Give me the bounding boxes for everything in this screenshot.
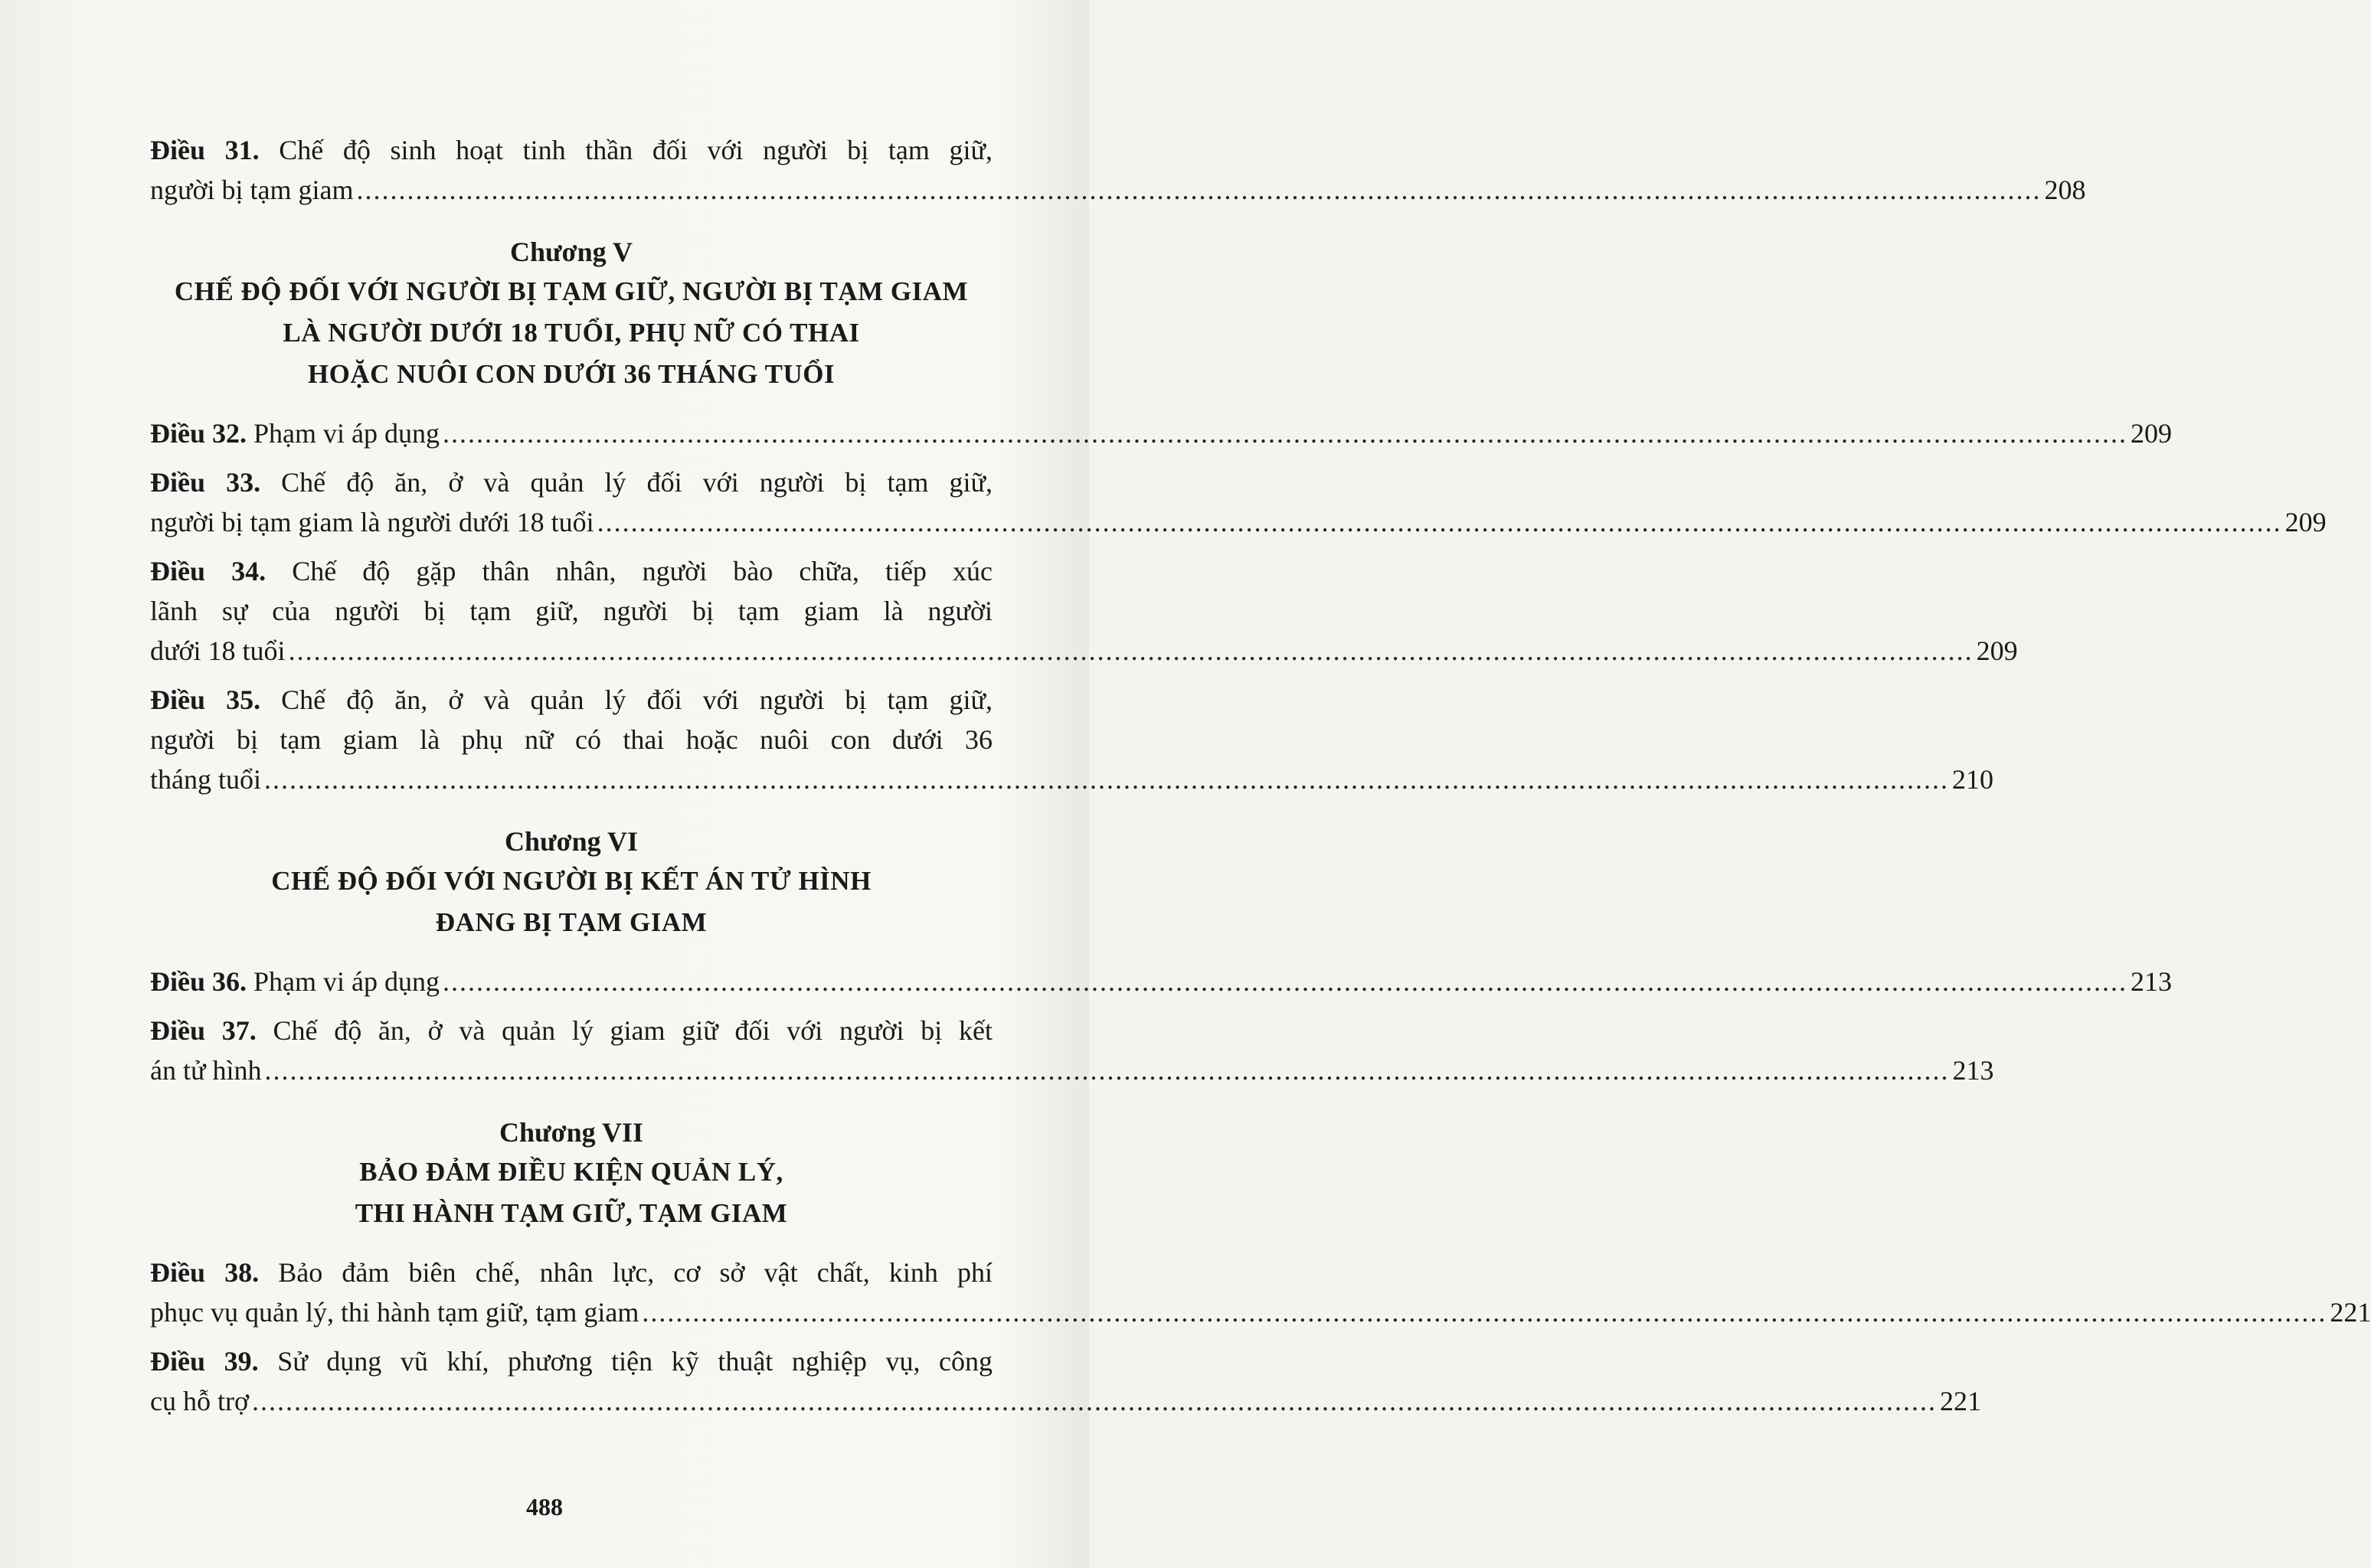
chapter-title: Chương VII	[499, 1117, 643, 1148]
article-title-line: lãnh sự của người bị tạm giữ, người bị tạm giam là người	[150, 596, 993, 626]
article-label: Điều 31.	[150, 135, 260, 165]
article-title-line: tháng tuổi	[150, 764, 261, 795]
chapter-heading-line: THI HÀNH TẠM GIỮ, TẠM GIAM	[355, 1198, 788, 1228]
page-ref: 213	[2130, 966, 2172, 997]
page-ref: 209	[1976, 635, 2018, 666]
page-ref: 210	[1951, 764, 1993, 795]
leader-dots: ........................................................................................................................................................................................................	[356, 175, 2042, 205]
leader-dots: ........................................................................................................................................................................................................	[263, 764, 1949, 795]
article-title-line: người bị tạm giam là phụ nữ có thai hoặc nuôi con dưới 36	[150, 724, 993, 755]
toc-entry-art35	[150, 680, 1993, 799]
article-title-line: Phạm vi áp dụng	[253, 418, 440, 449]
chapter-heading-line: LÀ NGƯỜI DƯỚI 18 TUỔI, PHỤ NỮ CÓ THAI	[283, 318, 860, 348]
leader-dots: ........................................................................................................................................................................................................	[264, 1055, 1950, 1086]
leader-dots: ........................................................................................................................................................................................................	[597, 507, 2282, 537]
page-ref: 208	[2044, 175, 2086, 205]
article-title-line: phục vụ quản lý, thi hành tạm giữ, tạm giam	[150, 1297, 639, 1328]
leader-dots: ........................................................................................................................................................................................................	[642, 1297, 2327, 1328]
table-of-contents	[150, 130, 2371, 1430]
leader-dots: ........................................................................................................................................................................................................	[442, 966, 2127, 997]
toc-entry-art39	[150, 1341, 1982, 1421]
chapter-heading-line: ĐANG BỊ TẠM GIAM	[435, 907, 708, 937]
article-label: Điều 32.	[150, 418, 247, 449]
page-ref: 213	[1952, 1055, 1994, 1086]
article-label: Điều 36.	[150, 966, 247, 997]
page-ref: 221	[2330, 1297, 2371, 1328]
chapter-heading-line: HOẶC NUÔI CON DƯỚI 36 THÁNG TUỔI	[307, 359, 836, 389]
article-label: Điều 39.	[150, 1346, 259, 1377]
page-number: 488	[526, 1493, 563, 1521]
chapter-title: Chương VI	[505, 826, 638, 857]
chapter-title: Chương V	[510, 237, 633, 267]
chapter-heading-vi	[150, 822, 993, 943]
article-title-line: Chế độ sinh hoạt tinh thần đối với người bị tạm giữ,	[279, 135, 993, 165]
toc-entry-art36	[150, 962, 2172, 1001]
toc-entry-art38	[150, 1253, 2371, 1332]
article-title-line: Sử dụng vũ khí, phương tiện kỹ thuật nghiệp vụ, công	[277, 1346, 993, 1377]
article-title-line: dưới 18 tuổi	[150, 635, 286, 666]
article-title-line: Chế độ ăn, ở và quản lý giam giữ đối với người bị kết	[273, 1015, 993, 1046]
leader-dots: ........................................................................................................................................................................................................	[252, 1386, 1938, 1416]
article-title-line: Phạm vi áp dụng	[253, 966, 440, 997]
article-title-line: cụ hỗ trợ	[150, 1386, 250, 1416]
article-label: Điều 37.	[150, 1015, 257, 1046]
toc-entry-art33	[150, 462, 2327, 542]
leader-dots: ........................................................................................................................................................................................................	[288, 635, 1974, 666]
leader-dots: ........................................................................................................................................................................................................	[442, 418, 2127, 449]
chapter-heading-line: CHẾ ĐỘ ĐỐI VỚI NGƯỜI BỊ KẾT ÁN TỬ HÌNH	[271, 866, 872, 896]
article-title-line: Chế độ gặp thân nhân, người bào chữa, tiếp xúc	[292, 556, 993, 586]
toc-entry-art32	[150, 413, 2172, 453]
article-label: Điều 35.	[150, 684, 261, 715]
toc-entry-art37	[150, 1011, 1994, 1090]
article-title-line: Chế độ ăn, ở và quản lý đối với người bị tạm giữ,	[281, 684, 993, 715]
chapter-heading-line: CHẾ ĐỘ ĐỐI VỚI NGƯỜI BỊ TẠM GIỮ, NGƯỜI BỊ TẠM GIAM	[174, 276, 969, 306]
page-ref: 209	[2130, 418, 2172, 449]
chapter-heading-vii	[150, 1113, 993, 1234]
article-label: Điều 33.	[150, 467, 261, 498]
article-title-line: người bị tạm giam	[150, 175, 354, 205]
toc-entry-art31	[150, 130, 2086, 210]
page-ref: 209	[2284, 507, 2327, 537]
article-label: Điều 38.	[150, 1257, 260, 1288]
article-title-line: Chế độ ăn, ở và quản lý đối với người bị tạm giữ,	[281, 467, 993, 498]
article-title-line: Bảo đảm biên chế, nhân lực, cơ sở vật chất, kinh phí	[278, 1257, 993, 1288]
article-title-line: người bị tạm giam là người dưới 18 tuổi	[150, 507, 594, 537]
toc-entry-art34	[150, 551, 2018, 671]
chapter-heading-line: BẢO ĐẢM ĐIỀU KIỆN QUẢN LÝ,	[359, 1157, 783, 1187]
page-ref: 221	[1940, 1386, 1982, 1416]
chapter-heading-v	[150, 233, 993, 395]
article-title-line: án tử hình	[150, 1055, 262, 1086]
article-label: Điều 34.	[150, 556, 267, 586]
